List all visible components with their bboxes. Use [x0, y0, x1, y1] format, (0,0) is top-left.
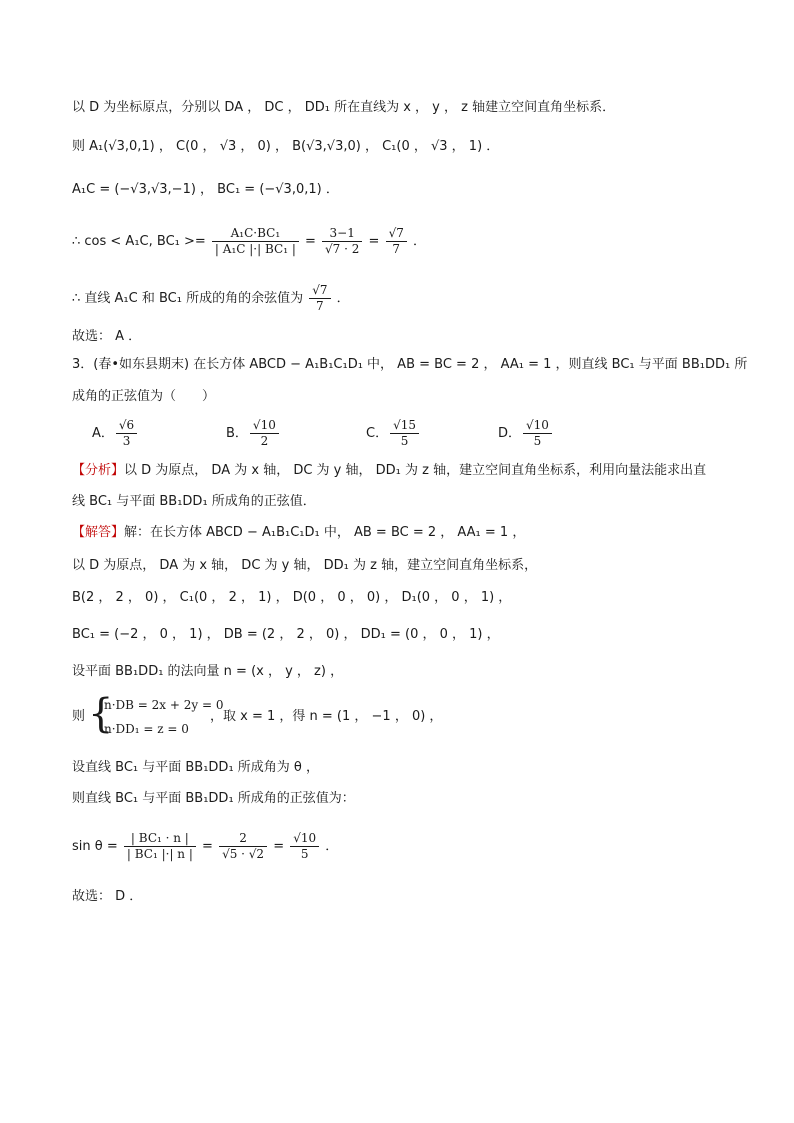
question-3-stem-cont: 成角的正弦值为（ ）	[72, 389, 216, 404]
fraction-denominator: 2	[260, 434, 269, 448]
sine-prefix: sin θ =	[72, 839, 122, 854]
conclusion-text: ∴ 直线 A₁C 和 BC₁ 所成的角的余弦值为	[72, 291, 308, 306]
cosine-fraction-3	[386, 226, 407, 257]
option-c	[366, 418, 421, 449]
cosine-conclusion-line	[72, 283, 724, 314]
fraction-numerator: √10	[290, 831, 319, 847]
period: ．	[321, 839, 339, 854]
fraction-numerator: √6	[116, 418, 137, 434]
fraction-numerator: √10	[523, 418, 552, 434]
fraction-denominator: 5	[400, 434, 409, 448]
fraction-denominator: 7	[392, 242, 401, 256]
fraction-denominator: | BC₁ |·| n |	[126, 847, 193, 861]
vector-line: A₁C = (−√3,√3,−1) ， BC₁ = (−√3,0,1) ．	[72, 182, 339, 197]
option-d-fraction	[523, 418, 552, 449]
solution-setup-line: 以 D 为原点， DA 为 x 轴， DC 为 y 轴， DD₁ 为 z 轴，建立空间直角坐标系，	[72, 558, 538, 573]
sine-fraction-2	[219, 831, 267, 862]
equals-sign: =	[364, 234, 384, 249]
option-c-label: C．	[366, 426, 389, 441]
cosine-fraction-2	[322, 226, 362, 257]
option-a	[92, 418, 139, 449]
fraction-denominator: 5	[533, 434, 542, 448]
fraction-numerator: 3−1	[322, 226, 362, 242]
fraction-denominator: 5	[300, 847, 309, 861]
angle-definition-line: 设直线 BC₁ 与平面 BB₁DD₁ 所成角为 θ ，	[72, 760, 320, 775]
solution-text: 解：在长方体 ABCD − A₁B₁C₁D₁ 中， AB = BC = 2 ， AA₁ = 1 ，	[124, 525, 526, 540]
solution-vectors-line: BC₁ = (−2 ， 0 ， 1) ， DB = (2 ， 2 ， 0) ， DD₁ = (0 ， 0 ， 1) ，	[72, 627, 500, 642]
analysis-line-cont: 线 BC₁ 与平面 BB₁DD₁ 所成角的正弦值．	[72, 494, 316, 509]
sine-formula-line	[72, 831, 724, 862]
system-prefix: 则	[72, 709, 86, 724]
final-answer-line: 故选： D ．	[72, 889, 143, 904]
fraction-numerator: √7	[309, 283, 330, 299]
fraction-numerator: 2	[219, 831, 267, 847]
fraction-denominator: | A₁C |·| BC₁ |	[214, 242, 296, 256]
period: ．	[408, 234, 426, 249]
equals-sign: =	[300, 234, 321, 249]
fraction-denominator: √5 · √2	[222, 847, 265, 861]
equals-sign: =	[197, 839, 218, 854]
answer-choice-line: 故选： A ．	[72, 329, 142, 344]
option-a-fraction	[116, 418, 137, 449]
sine-intro-line: 则直线 BC₁ 与平面 BB₁DD₁ 所成角的正弦值为：	[72, 791, 355, 806]
fraction-denominator: 3	[122, 434, 131, 448]
option-c-fraction	[390, 418, 419, 449]
option-a-label: A．	[92, 426, 114, 441]
solution-line	[72, 523, 724, 543]
fraction-numerator: √15	[390, 418, 419, 434]
option-b-fraction	[250, 418, 279, 449]
analysis-line	[72, 461, 724, 481]
period: ．	[332, 291, 350, 306]
option-d-label: D．	[498, 426, 522, 441]
fraction-numerator: A₁C·BC₁	[212, 226, 299, 242]
option-d	[498, 418, 554, 449]
cosine-prefix: ∴ cos < A₁C, BC₁ >=	[72, 234, 210, 249]
analysis-tag: 【分析】	[72, 463, 125, 478]
fraction-denominator: √7 · 2	[325, 242, 360, 256]
point-coordinates-line: 则 A₁(√3,0,1) ， C(0 ， √3 ， 0) ， B(√3,√3,0) ， C₁(0 ， √3 ， 1) ．	[72, 139, 500, 154]
cosine-fraction-1	[212, 226, 299, 257]
equals-sign: =	[269, 839, 289, 854]
system-equation-1: n·DB = 2x + 2y = 0	[104, 698, 224, 712]
answer-tag: 【解答】	[72, 525, 125, 540]
solution-points-line: B(2 ， 2 ， 0) ， C₁(0 ， 2 ， 1) ， D(0 ， 0 ， 0) ， D₁(0 ， 0 ， 1) ，	[72, 590, 512, 605]
cosine-formula-line	[72, 226, 724, 257]
question-3-stem: 3．(春•如东县期末) 在长方体 ABCD − A₁B₁C₁D₁ 中， AB = BC = 2 ， AA₁ = 1 ，则直线 BC₁ 与平面 BB₁DD₁ 所	[72, 357, 748, 372]
normal-vector-line: 设平面 BB₁DD₁ 的法向量 n = (x ， y ， z) ，	[72, 664, 344, 679]
option-b-label: B．	[226, 426, 248, 441]
analysis-text: 以 D 为原点， DA 为 x 轴， DC 为 y 轴， DD₁ 为 z 轴，建立空间直角坐标系，利用向量法能求出直	[124, 463, 707, 478]
system-result: ，取 x = 1 ，得 n = (1 ， −1 ， 0) ，	[210, 709, 443, 724]
fraction-numerator: | BC₁ · n |	[124, 831, 196, 847]
system-equation-2: n·DD₁ = z = 0	[104, 722, 189, 736]
option-b	[226, 418, 281, 449]
fraction-numerator: √10	[250, 418, 279, 434]
fraction-denominator: 7	[316, 299, 324, 313]
sine-fraction-1	[124, 831, 196, 862]
conclusion-fraction	[309, 283, 330, 314]
coordinate-setup-line: 以 D 为坐标原点，分别以 DA ， DC ， DD₁ 所在直线为 x ， y ， z 轴建立空间直角坐标系．	[72, 100, 616, 115]
fraction-numerator: √7	[386, 226, 407, 242]
sine-fraction-3	[290, 831, 319, 862]
system-brace: {	[88, 691, 114, 737]
